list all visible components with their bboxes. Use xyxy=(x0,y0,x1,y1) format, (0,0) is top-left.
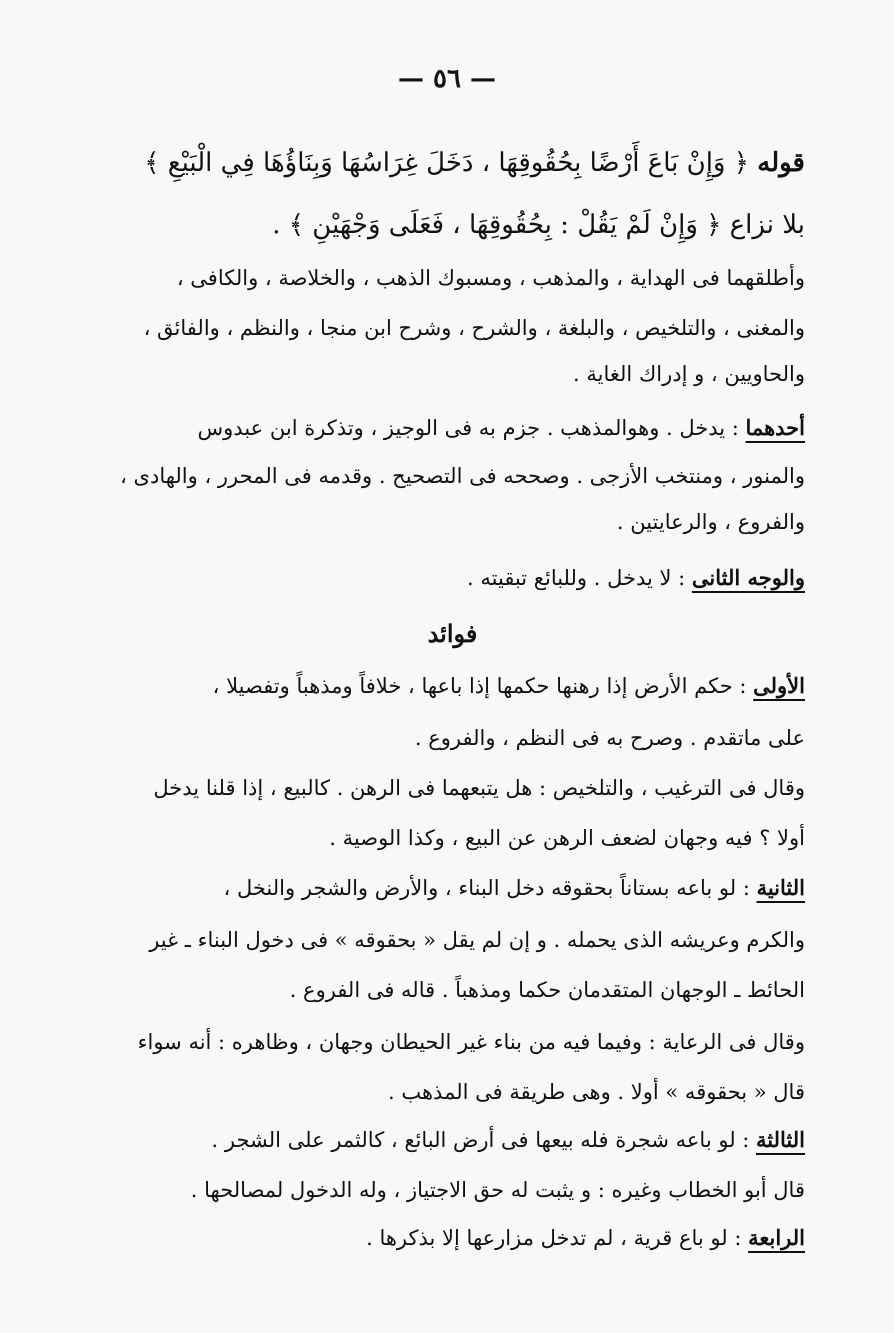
text-line xyxy=(100,1022,805,1062)
line-text: بلا نزاع ﴿ وَإِنْ لَمْ يَقُلْ : بِحُقُوقِهَا ، فَعَلَى وَجْهَيْنِ ﴾ . xyxy=(272,210,805,240)
line-text: وقال فى الترغيب ، والتلخيص : هل يتبعهما فى الرهن . كالبيع ، إذا قلنا يدخل xyxy=(153,776,805,800)
text-line xyxy=(100,666,805,706)
line-text: : يدخل . وهوالمذهب . جزم به فى الوجيز ، وتذكرة ابن عبدوس xyxy=(197,416,746,440)
line-text: والحاويين ، و إدراك الغاية . xyxy=(573,362,805,386)
line-lead: قوله xyxy=(757,148,805,178)
line-text: والمنور ، ومنتخب الأزجى . وصححه فى التصحيح . وقدمه فى المحرر ، والهادى ، xyxy=(120,464,805,488)
text-line xyxy=(100,920,805,960)
line-text: أولا ؟ فيه وجهان لضعف الرهن عن البيع ، وكذا الوصية . xyxy=(329,826,805,850)
line-text: قال أبو الخطاب وغيره : و يثبت له حق الاجتياز ، وله الدخول لمصالحها . xyxy=(190,1178,805,1202)
text-line xyxy=(100,202,805,248)
line-lead: الرابعة xyxy=(748,1225,805,1250)
text-line xyxy=(100,1072,805,1112)
text-line xyxy=(100,140,805,186)
line-text: : لو باعه بستاناً بحقوقه دخل البناء ، والأرض والشجر والنخل ، xyxy=(223,876,757,900)
line-text: : حكم الأرض إذا رهنها حكمها إذا باعها ، خلافاً ومذهباً وتفصيلا ، xyxy=(212,674,754,698)
text-line xyxy=(100,1120,805,1160)
line-text: والمغنى ، والتلخيص ، والبلغة ، والشرح ، وشرح ابن منجا ، والنظم ، والفائق ، xyxy=(143,316,805,340)
page-number: — ٥٦ — xyxy=(397,64,497,94)
line-text: وأطلقهما فى الهداية ، والمذهب ، ومسبوك الذهب ، والخلاصة ، والكافى ، xyxy=(176,266,805,290)
text-line xyxy=(100,718,805,758)
text-line xyxy=(100,308,805,348)
line-text: قال « بحقوقه » أولا . وهى طريقة فى المذهب . xyxy=(388,1080,805,1104)
text-line xyxy=(100,1218,805,1258)
line-text: : لو باع قرية ، لم تدخل مزارعها إلا بذكرها . xyxy=(366,1226,749,1250)
text-line xyxy=(100,1170,805,1210)
line-text: وقال فى الرعاية : وفيما فيه من بناء غير الحيطان وجهان ، وظاهره : أنه سواء xyxy=(137,1030,805,1054)
line-text: الحائط ـ الوجهان المتقدمان حكما ومذهباً . قاله فى الفروع . xyxy=(289,978,805,1002)
text-line xyxy=(100,354,805,394)
text-line xyxy=(100,558,805,598)
line-lead: الثالثة xyxy=(756,1127,805,1152)
text-line xyxy=(100,768,805,808)
line-text: : لو باعه شجرة فله بيعها فى أرض البائع ، كالثمر على الشجر . xyxy=(211,1128,757,1152)
line-text: والفروع ، والرعايتين . xyxy=(616,510,805,534)
text-line xyxy=(100,258,805,298)
line-lead: الأولى xyxy=(753,673,805,698)
text-line xyxy=(100,818,805,858)
line-lead: أحدهما xyxy=(745,415,805,440)
line-lead: الثانية xyxy=(756,875,805,900)
text-line xyxy=(100,502,805,542)
section-title: فوائد xyxy=(427,619,478,648)
text-line xyxy=(100,868,805,908)
line-text: ﴿ وَإِنْ بَاعَ أَرْضًا بِحُقُوقِهَا ، دَخَلَ غِرَاسُهَا وَبِنَاؤُهَا فِي الْبَيْعِ ﴾ xyxy=(144,148,758,178)
line-text: والكرم وعريشه الذى يحمله . و إن لم يقل « بحقوقه » فى دخول البناء ـ غير xyxy=(149,928,805,952)
text-line xyxy=(100,408,805,448)
line-text: : لا يدخل . وللبائع تبقيته . xyxy=(467,566,692,590)
line-lead: والوجه الثانى xyxy=(691,565,805,590)
text-line xyxy=(100,970,805,1010)
text-line xyxy=(100,456,805,496)
line-text: على ماتقدم . وصرح به فى النظم ، والفروع . xyxy=(414,726,805,750)
